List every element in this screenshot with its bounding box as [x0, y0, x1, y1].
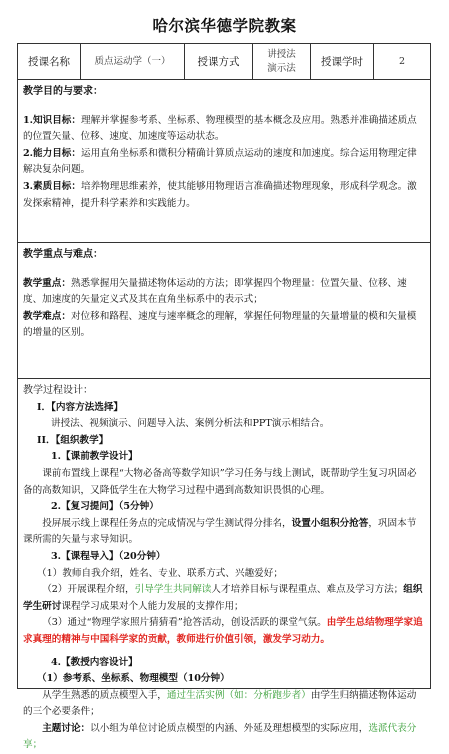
- knowledge-objective: 1.知识目标：理解并掌握参考系、坐标系、物理模型的基本概念及应用。熟悉并准确描述质点的位置矢量、位移、速度、加速度等运动状态。: [23, 114, 417, 143]
- content-method-text: 讲授法、视频演示、问题导入法、案例分析法和PPT演示相结合。: [51, 418, 330, 430]
- quality-objective: 3.素质目标：培养物理思维素养，使其能够用物理语言准确描述物理现象，形成科学观念。激发探索精神，提升科学素养和实践能力。: [23, 180, 417, 209]
- method-demo: 演示法: [267, 62, 296, 74]
- page-title: 哈尔滨华德学院教案: [152, 17, 297, 35]
- objectives-heading: 教学目的与要求：: [23, 86, 103, 97]
- process-heading: 教学过程设计：: [23, 385, 93, 396]
- objectives-section: [18, 80, 430, 243]
- method-lecture: 讲授法: [267, 48, 296, 60]
- intro-heading: 3.【课程导入】（20分钟）: [51, 550, 166, 562]
- intro-item-3: （3）通过“物理学家照片猜猜看”抢答活动，创设活跃的课堂气氛。由学生总结物理学家追求真理的精神与中国科学家的贡献，教师进行价值引领，激发学习动力。: [23, 617, 423, 645]
- review-text: 投屏展示线上课程任务点的完成情况与学生测试得分排名，设置小组积分抢答，巩固本节课所需的矢量与求导知识。: [23, 517, 417, 546]
- teaching-method-value: [253, 44, 311, 79]
- ability-objective: 2.能力目标：运用直角坐标系和微积分精确计算质点运动的速度和加速度。综合运用物理定律解决复杂问题。: [23, 147, 417, 176]
- keypoints-section: [18, 243, 430, 379]
- intro-item-2: （2）开展课程介绍，引导学生共同解读人才培养目标与课程重点、难点及学习方法；组织学生研讨课程学习成果对个人能力发展的支撑作用；: [23, 584, 423, 612]
- course-info-row: [18, 44, 430, 80]
- preclass-design-heading: 1.【课前教学设计】: [51, 451, 138, 463]
- review-heading: 2.【复习提问】（5分钟）: [51, 501, 159, 513]
- process-section: [18, 379, 430, 751]
- keypoints-heading: 教学重点与难点：: [23, 249, 103, 260]
- course-name-value: 质点运动学（一）: [81, 44, 185, 79]
- teaching-difficulty: 教学难点：对位移和路程、速度与速率概念的理解，掌握任何物理量的矢量增量的模和矢量模的增量的区别。: [23, 310, 417, 339]
- reference-frame-subheading: （1）参考系、坐标系、物理模型（10分钟）: [37, 673, 230, 685]
- class-hours-value: 2: [398, 55, 406, 67]
- preclass-design-text: 课前布置线上课程“大物必备高等数学知识”学习任务与线上测试，既帮助学生复习巩固必备的高数知识，又降低学生在大物学习过程中遇到高数知识畏惧的心理。: [23, 467, 417, 496]
- content-method-heading: I．【内容方法选择】: [37, 401, 124, 413]
- teaching-focus: 教学重点：熟悉掌握用矢量描述物体运动的方法；即掌握四个物理量：位置矢量、位移、速度、加速度的矢量定义式及其在直角坐标系中的表示式；: [23, 277, 407, 306]
- class-hours-label: 授课学时: [311, 44, 374, 79]
- lesson-plan-table: [17, 43, 431, 751]
- content-design-heading: 4.【教授内容设计】: [51, 656, 138, 668]
- topic-discussion: 主题讨论：以小组为单位讨论质点模型的内涵、外延及理想模型的实际应用，选派代表分享；: [23, 722, 417, 751]
- organize-teaching-heading: II．【组织教学】: [37, 434, 109, 446]
- intro-item-1: （1）教师自我介绍，姓名、专业、联系方式、兴趣爱好；: [37, 567, 283, 579]
- course-name-label: 授课名称: [18, 44, 81, 79]
- teaching-method-label: 授课方式: [185, 44, 253, 79]
- reference-frame-text: 从学生熟悉的质点模型入手，通过生活实例（如：分析跑步者）由学生归纳描述物体运动的三个必要条件；: [23, 689, 417, 718]
